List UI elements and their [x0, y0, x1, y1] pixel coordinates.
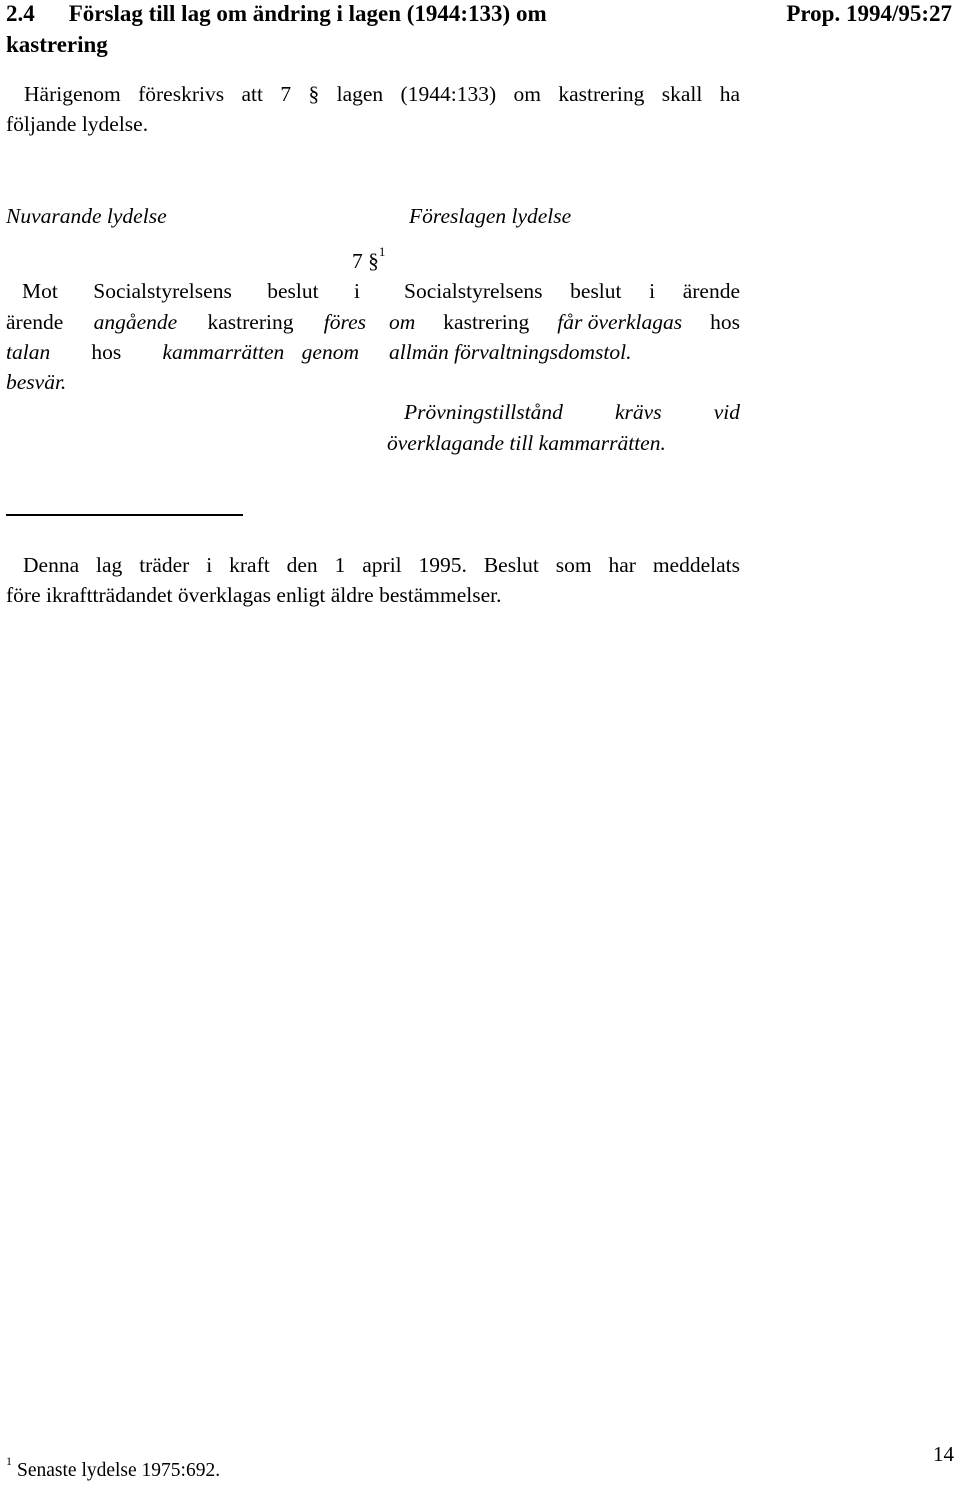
footnote — [6, 1453, 221, 1484]
section-mark — [352, 243, 386, 277]
left-word-italic: talan — [6, 340, 51, 364]
right-word: kastrering — [443, 310, 530, 334]
right-column-heading: Föreslagen lydelse — [409, 204, 572, 228]
intro-line2: följande lydelse. — [6, 112, 149, 136]
left-text-line3 — [6, 337, 359, 368]
section-label: 7 § — [352, 249, 379, 273]
separator-rule — [6, 514, 243, 516]
footnote-reference: 1 — [378, 243, 386, 259]
document-heading — [6, 0, 666, 30]
right-word-italic: om — [389, 310, 416, 334]
right-word: hos — [710, 310, 740, 334]
left-text-line2 — [6, 307, 366, 338]
left-word-italic: angående — [93, 310, 178, 334]
intro-line1: Härigenom föreskrivs att 7 § lagen (1944:133) om kastrering skall ha — [24, 82, 740, 106]
left-phrase-italic: kammarrätten genom — [162, 340, 359, 364]
left-text-line1: Mot Socialstyrelsens beslut i — [22, 279, 360, 303]
transition-line1: Denna lag träder i kraft den 1 april 1995. Beslut som har meddelats — [23, 553, 740, 577]
heading-title-line2: kastrering — [6, 32, 108, 57]
footnote-number: 1 — [6, 1453, 12, 1468]
right-phrase-italic: får överklagas — [557, 310, 683, 334]
page-number: 14 — [933, 1442, 954, 1466]
heading-title-line1: Förslag till lag om ändring i lagen (1944:133) om — [68, 1, 547, 26]
footnote-text: Senaste lydelse 1975:692. — [17, 1460, 221, 1481]
right-para2-line1: Prövningstillstånd krävs vid — [404, 400, 740, 424]
right-text-line2 — [389, 307, 740, 338]
left-column-heading: Nuvarande lydelse — [6, 204, 167, 228]
left-word-italic: föres — [323, 310, 366, 334]
prop-reference: Prop. 1994/95:27 — [786, 1, 952, 26]
right-text-line1: Socialstyrelsens beslut i ärende — [404, 279, 740, 303]
right-para2-line2: överklagande till kammarrätten. — [387, 431, 666, 455]
left-word: hos — [91, 340, 122, 364]
right-text-line3: allmän förvaltningsdomstol. — [389, 340, 632, 364]
left-word: ärende — [6, 310, 64, 334]
transition-line2: före ikraftträdandet överklagas enligt äldre bestämmelser. — [6, 583, 502, 607]
section-number: 2.4 — [6, 1, 35, 26]
left-word: kastrering — [207, 310, 294, 334]
left-text-line4: besvär. — [6, 370, 67, 394]
